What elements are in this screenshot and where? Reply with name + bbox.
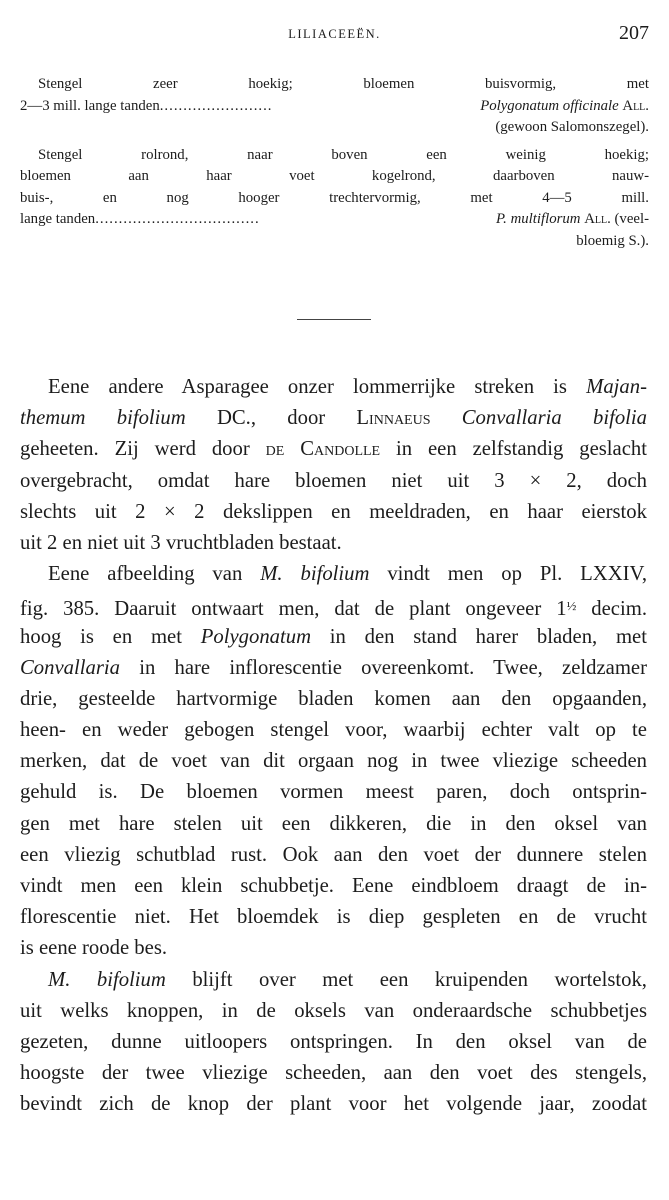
text-line: slechts uit 2 × 2 dekslippen en meeldraden, en haar eierstok	[20, 500, 647, 523]
text-line: hoog is en met Polygonatum in den stand harer bladen, met	[20, 625, 647, 648]
text-line: uit 2 en niet uit 3 vruchtbladen bestaat.	[20, 531, 342, 554]
text-line: Eene andere Asparagee onzer lommerrijke streken is Majan-	[48, 376, 647, 398]
text-line: bevindt zich de knop der plant voor het volgende jaar, zoodat	[20, 1093, 647, 1116]
fraction: ½	[566, 598, 577, 614]
text-line: heen- en weder gebogen stengel voor, waarbij echter valt op te	[20, 719, 647, 742]
text-line: overgebracht, omdat hare bloemen niet uit 3 × 2, doch	[20, 469, 647, 492]
paragraph-2	[20, 559, 647, 964]
text-line: Eene afbeelding van M. bifolium vindt men op Pl. LXXIV,	[48, 563, 647, 586]
author-abbrev: All.	[622, 97, 649, 114]
text-line: florescentie niet. Het bloemdek is diep gespleten en de vrucht	[20, 906, 647, 929]
author-abbrev: All.	[584, 211, 611, 227]
running-header	[20, 22, 649, 46]
common-name: bloemig S.).	[576, 232, 649, 249]
species-name: P. multiflorum All. (veel-	[496, 211, 649, 227]
key-lead-text: lange tanden...................................	[20, 211, 260, 227]
key-entry-multiflorum	[20, 145, 649, 253]
text-line: geheeten. Zij werd door de Candolle in een zelfstandig geslacht	[20, 438, 648, 461]
common-name: (gewoon Salomonszegel).	[495, 119, 649, 135]
section-divider	[297, 319, 371, 320]
key-entry-officinale	[20, 74, 649, 139]
page-number: 207	[619, 22, 649, 44]
text-line: themum bifolium DC., door Linnaeus Convallaria bifolia	[20, 407, 647, 430]
text-line: een vliezig schutblad rust. Ook aan den voet der dunnere stelen	[20, 843, 647, 866]
text-line: Convallaria in hare inflorescentie overeenkomt. Twee, zeldzamer	[20, 656, 647, 679]
key-result-row	[20, 209, 649, 231]
key-text-line: Stengel rolrond, naar boven een weinig hoekig;	[38, 146, 649, 163]
key-text-line: Stengel zeer hoekig; bloemen buisvormig, met	[38, 76, 649, 92]
text-line: hoogste der twee vliezige scheeden, aan den voet des stengels,	[20, 1062, 647, 1085]
paragraph-3	[20, 965, 647, 1121]
determination-key	[20, 74, 649, 258]
text-line: gehuld is. De bloemen vormen meest paren, doch ontsprin-	[20, 781, 647, 804]
key-text-line: buis-, en nog hooger trechtervormig, met 4—5 mill.	[20, 189, 649, 206]
key-result-row	[20, 96, 649, 118]
key-text-line: bloemen aan haar voet kogelrond, daarboven nauw-	[20, 168, 649, 184]
key-lead-text: 2—3 mill. lange tanden........................	[20, 97, 273, 114]
text-line: merken, dat de voet van dit orgaan nog in twee vliezige scheeden	[20, 750, 647, 773]
text-line: is eene roode bes.	[20, 937, 168, 960]
leader-dots: ...................................	[95, 211, 260, 227]
text-line: gen met hare stelen uit een dikkeren, die in den oksel van	[20, 812, 647, 835]
text-line: uit welks knoppen, in de oksels van onderaardsche schubbetjes	[20, 999, 647, 1022]
text-line: M. bifolium blijft over met een kruipenden wortelstok,	[48, 968, 647, 991]
text-line: drie, gesteelde hartvormige bladen komen aan den opgaanden,	[20, 687, 647, 710]
text-line: gezeten, dunne uitloopers ontspringen. In den oksel van de	[20, 1030, 647, 1053]
running-title: LILIACEEËN.	[288, 27, 381, 41]
species-name: Polygonatum officinale All.	[480, 97, 649, 114]
text-line: vindt men een klein schubbetje. Eene eindbloem draagt de in-	[20, 875, 647, 897]
body-text	[20, 372, 647, 1121]
text-line: fig. 385. Daaruit ontwaart men, dat de plant ongeveer $1^{\frac{1}{2}}$ decim.	[20, 598, 647, 621]
leader-dots: ........................	[159, 97, 273, 114]
paragraph-1	[20, 372, 647, 559]
